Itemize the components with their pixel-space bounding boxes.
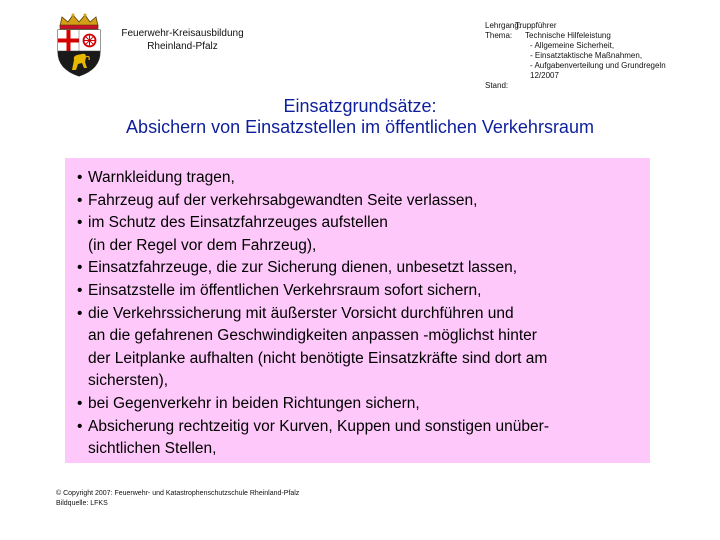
bullet-line: an die gefahrenen Geschwindigkeiten anpassen -möglichst hinter	[88, 327, 537, 345]
bullet-item	[77, 167, 647, 190]
bullet-line: Einsatzstelle im öffentlichen Verkehrsraum sofort sichern,	[88, 281, 482, 299]
course-meta-values	[515, 21, 666, 81]
organization-line-1: Feuerwehr-Kreisausbildung	[121, 28, 244, 39]
crown-icon	[60, 14, 98, 30]
date-value: 12/2007	[530, 71, 559, 80]
date-label: Stand:	[485, 81, 509, 90]
title-line-1: Einsatzgrundsätze:	[283, 96, 437, 116]
copyright-text: © Copyright 2007: Feuerwehr- und Katastrophenschutzschule Rheinland-Pfalz	[56, 490, 300, 497]
bullet-line: (in der Regel vor dem Fahrzeug),	[88, 236, 317, 254]
bullet-item	[77, 303, 647, 393]
title-line-2: Absichern von Einsatzstellen im öffentlichen Verkehrsraum	[126, 117, 594, 137]
bullet-dot-icon: •	[77, 259, 83, 277]
course-value: Truppführer	[515, 21, 557, 30]
bullet-dot-icon: •	[77, 169, 83, 186]
image-source-text: Bildquelle: LFKS	[56, 500, 108, 507]
bullet-line: der Leitplanke aufhalten (nicht benötigte Einsatzkräfte sind dort am	[88, 349, 548, 367]
bullet-line: Absicherung rechtzeitig vor Kurven, Kuppen und sonstigen unüber-	[88, 417, 549, 435]
topic-line: - Einsatztaktische Maßnahmen,	[530, 51, 643, 60]
topic-line: Technische Hilfeleistung	[525, 31, 611, 40]
bullet-line: die Verkehrssicherung mit äußerster Vorsicht durchführen und	[88, 304, 514, 322]
bullet-dot-icon: •	[77, 281, 83, 299]
bullet-item	[77, 416, 647, 461]
bullet-line: Fahrzeug auf der verkehrsabgewandten Seite verlassen,	[88, 191, 478, 209]
bullet-line: bei Gegenverkehr in beiden Richtungen sichern,	[88, 394, 420, 412]
topic-line: - Allgemeine Sicherheit,	[530, 41, 615, 50]
bullet-item	[77, 280, 647, 303]
bullet-line: Warnkleidung tragen,	[88, 169, 235, 186]
bullet-dot-icon: •	[77, 304, 83, 322]
course-label: Lehrgang:	[485, 21, 522, 30]
bullet-dot-icon: •	[77, 417, 83, 435]
bullet-item	[77, 393, 647, 416]
bullet-line: Einsatzfahrzeuge, die zur Sicherung dienen, unbesetzt lassen,	[88, 259, 518, 277]
bullet-item	[77, 212, 647, 257]
organization-line-2: Rheinland-Pfalz	[147, 41, 218, 52]
bullet-list	[77, 167, 647, 461]
bullet-line: sichersten),	[88, 372, 169, 390]
bullet-dot-icon: •	[77, 214, 83, 232]
bullet-item	[77, 257, 647, 280]
topic-line: - Aufgabenverteilung und Grundregeln	[530, 61, 666, 70]
bullet-line: im Schutz des Einsatzfahrzeuges aufstellen	[88, 214, 388, 232]
bullet-line: sichtlichen Stellen,	[88, 440, 217, 458]
footer	[56, 489, 299, 509]
bullet-dot-icon: •	[77, 191, 83, 209]
organization-name	[100, 27, 265, 53]
coat-of-arms-icon	[51, 12, 107, 78]
slide-title	[0, 96, 720, 138]
bullet-dot-icon: •	[77, 394, 83, 412]
topic-label: Thema:	[485, 31, 513, 40]
bullet-item	[77, 190, 647, 213]
